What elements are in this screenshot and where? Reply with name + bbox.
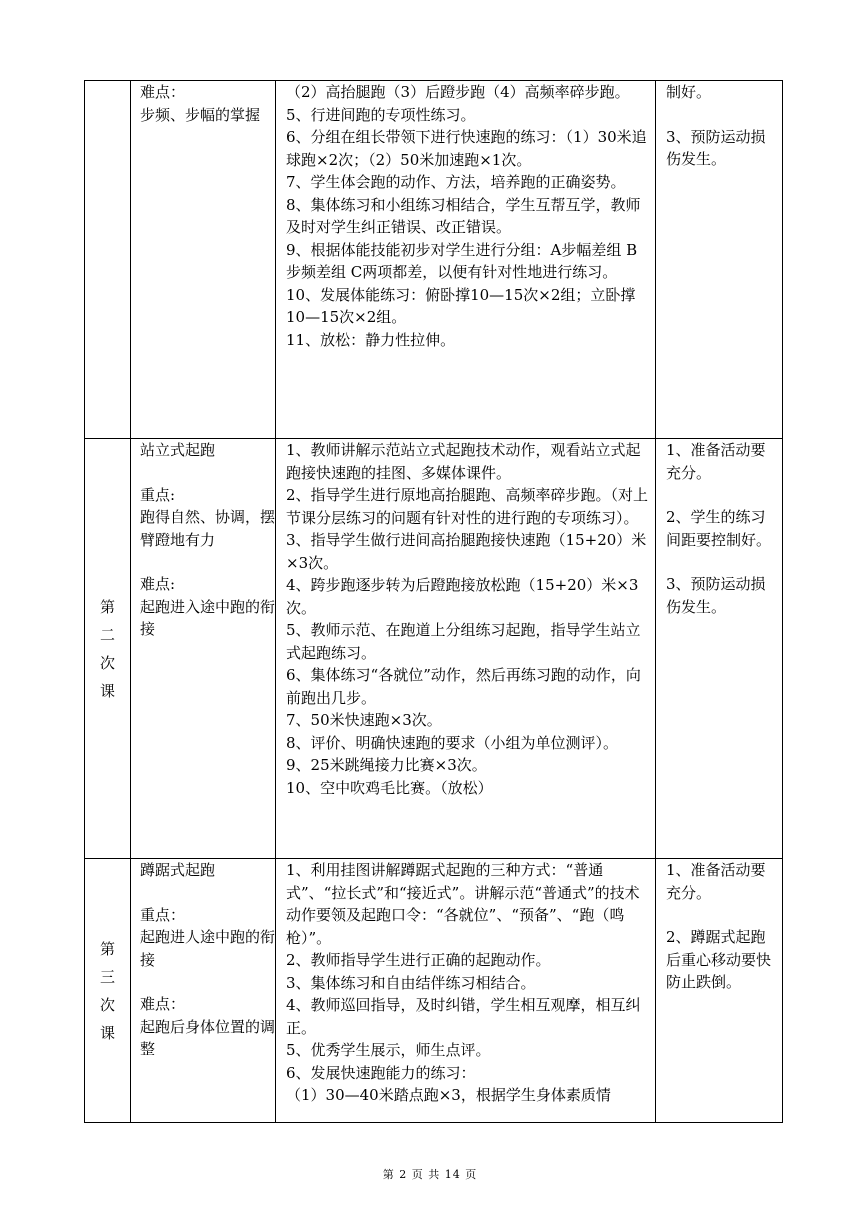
teaching-step: 10、发展体能练习：俯卧撑10—15次×2组；立卧撑10—15次×2组。	[286, 285, 636, 326]
safety-note: 3、预防运动损伤发生。	[666, 127, 766, 168]
teaching-step: 9、25米跳绳接力比赛×3次。	[286, 756, 487, 774]
key-point-text: 起跑进人途中跑的衔接	[140, 928, 276, 969]
lesson-topic-cell	[131, 439, 276, 859]
teaching-steps-cell	[276, 439, 656, 859]
teaching-step: 7、50米快速跑×3次。	[286, 711, 442, 729]
difficulty-label: 难点：	[140, 995, 186, 1013]
teaching-step: 5、教师示范、在跑道上分组练习起跑，指导学生站立式起跑练习。	[286, 621, 641, 662]
teaching-step: 5、行进间跑的专项性练习。	[286, 105, 476, 124]
safety-notes-cell	[656, 439, 783, 859]
safety-note: 3、预防运动损伤发生。	[666, 575, 766, 616]
teaching-step: 8、集体练习和小组练习相结合，学生互帮互学，教师及时对学生纠正错误、改正错误。	[286, 195, 641, 236]
safety-note: 制好。	[666, 83, 712, 101]
lesson-row	[85, 439, 783, 859]
lesson-index-cell	[85, 81, 131, 439]
lesson-index-cell	[85, 439, 131, 859]
teaching-step: 1、教师讲解示范站立式起跑技术动作，观看站立式起跑接快速跑的挂图、多媒体课件。	[286, 441, 641, 482]
teaching-step: 6、分组在组长带领下进行快速跑的练习：（1）30米追球跑×2次；（2）50米加速跑×1次。	[286, 128, 647, 169]
teaching-step: 6、集体练习“各就位”动作，然后再练习跑的动作，向前跑出几步。	[286, 666, 641, 707]
teaching-step: 4、教师巡回指导，及时纠错，学生相互观摩，相互纠正。	[286, 996, 641, 1037]
safety-note: 1、准备活动要充分。	[666, 861, 766, 902]
teaching-step: 6、发展快速跑能力的练习：	[286, 1063, 476, 1082]
teaching-step: 3、集体练习和自由结伴练习相结合。	[286, 973, 536, 992]
teaching-step: 4、跨步跑逐步转为后蹬跑接放松跑（15+20）米×3次。	[286, 576, 639, 617]
lesson-index: 第三次课	[99, 939, 115, 1042]
lesson-topic-cell	[131, 81, 276, 439]
lesson-index-cell	[85, 859, 131, 1123]
lesson-plan-table	[84, 80, 783, 1123]
teaching-step: 9、根据体能技能初步对学生进行分组：A步幅差组 B步频差组 C两项都差，以便有针对性地进行练习。	[286, 240, 638, 281]
lesson-topic-cell	[131, 859, 276, 1123]
teaching-steps-cell	[276, 859, 656, 1123]
safety-notes-cell	[656, 859, 783, 1123]
lesson-row	[85, 81, 783, 439]
teaching-step: 10、空中吹鸡毛比赛。（放松）	[286, 778, 493, 797]
teaching-step: 7、学生体会跑的动作、方法，培养跑的正确姿势。	[286, 173, 626, 191]
lesson-topic-title: 站立式起跑	[140, 441, 216, 459]
difficulty-text: 起跑后身体位置的调整	[140, 1017, 276, 1058]
teaching-step: 2、指导学生进行原地高抬腿跑、高频率碎步跑。（对上节课分层练习的问题有针对性的进行跑的专项练习）。	[286, 486, 649, 527]
difficulty-text: 步频、步幅的掌握	[140, 105, 261, 124]
teaching-step: （1）30—40米踏点跑×3，根据学生身体素质情	[286, 1086, 611, 1104]
difficulty-text: 起跑进入途中跑的衔接	[140, 597, 276, 638]
safety-note: 2、蹲踞式起跑后重心移动要快防止跌倒。	[666, 928, 772, 991]
lesson-topic-title: 蹲踞式起跑	[140, 861, 216, 879]
page-footer: 第 2 页 共 14 页	[382, 1168, 478, 1181]
lesson-index: 第二次课	[99, 597, 115, 700]
teaching-step: 5、优秀学生展示，师生点评。	[286, 1041, 491, 1059]
safety-note: 1、准备活动要充分。	[666, 441, 766, 482]
teaching-step: 8、评价、明确快速跑的要求（小组为单位测评）。	[286, 733, 619, 752]
teaching-steps-cell	[276, 81, 656, 439]
safety-notes-cell	[656, 81, 783, 439]
difficulty-label: 难点：	[140, 83, 186, 101]
teaching-step: 1、利用挂图讲解蹲踞式起跑的三种方式：“普通式”、“拉长式”和“接近式”。讲解示范“普通式”的技术动作要领及起跑口令：“各就位”、“预备”、“跑（鸣枪）”。	[286, 861, 640, 947]
teaching-step: 11、放松：静力性拉伸。	[286, 330, 456, 349]
difficulty-label: 难点:	[140, 575, 176, 593]
key-point-label: 重点:	[140, 485, 176, 504]
lesson-row	[85, 859, 783, 1123]
teaching-step: （2）高抬腿跑（3）后蹬步跑（4）高频率碎步跑。	[286, 83, 630, 101]
teaching-step: 2、教师指导学生进行正确的起跑动作。	[286, 951, 551, 969]
key-point-text: 跑得自然、协调，摆臂蹬地有力	[140, 508, 276, 549]
safety-note: 2、学生的练习间距要控制好。	[666, 508, 772, 549]
key-point-label: 重点：	[140, 905, 186, 924]
teaching-step: 3、指导学生做行进间高抬腿跑接快速跑（15+20）米×3次。	[286, 531, 647, 572]
